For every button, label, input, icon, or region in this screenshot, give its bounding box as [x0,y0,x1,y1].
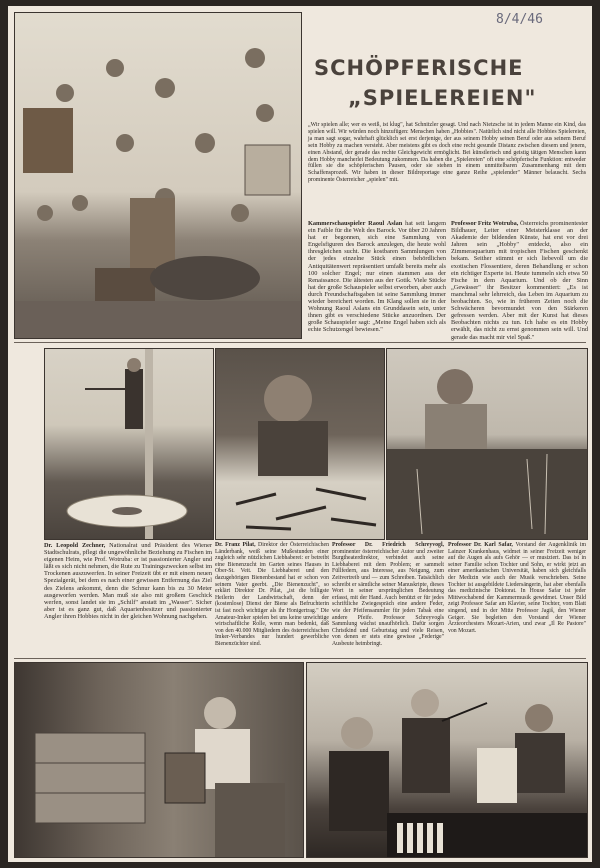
photo-pilat-beekeeping [14,662,304,858]
divider-bottom [14,658,586,659]
wotruba-text: Österreichs prominentester Bildhauer, Leiter einer Meisterklasse an der Akademie der bildenden Künste, hat erst vor drei Jahren sein „Hobby" entdeckt, also ein Zimmeraquarium mit tropischen Fischen geschenkt bekam. Seither stimmt er sich liebevoll um die exotischen Flossentiere, deren Behandlung er schon ein richtiger Experte ist. Heute tummeln sich etwa 50 Fische in dem Aquarium. Und ob der Sinn „Gewässer" ihr Besitzer kommentiert: „Es ist manchmal sehr lehrreich, das Leben im Aquarium zu beobachten. So, wie in früheren Zeiten noch die Schwächeren bevormundet von den Stärkeren gefressen werden. Aber mit der Kunst hat dieses Beobachten nichts zu tun. Ich habe es ein Hobby erwählt, das nicht zu ernst genommen sein will. Und gerade das macht mir viel Spaß." [451,220,588,341]
zechner-name: Dr. Leopold Zechner, [44,542,110,549]
divider-top [14,342,586,343]
pilat-caption [215,542,329,656]
wotruba-caption [451,220,588,341]
safar-text: Vorstand der Augenklinik im Lainzer Krankenhaus, widmet in seiner Freizeit weniger auf die Augen als aufs Gehör — er musiziert. Das ist in seiner Familie schon Tochter und Sohn, er wirkt jetzt an einer amerikanischen Universität, haben sich gleichfalls der Medizin wie auch der Musik verschrieben. Seine Tochter ist ausgebildete Liedersängerin, hat aber ebenfalls das medizinische Doktorat. In House Safar ist jeder Mittwochabend der Kammermusik gewidmet. Unser Bild zeigt Professor Safar am Klavier, seine Tochter, vom Blatt singend, und in der Mitte Professor Jagiš, den Wiener Geiger. Sie begleiten den Vorstand der Wiener Ärzteorchesters Mozart-Arien, und zwar „Il Re Pastore" von Mozart. [448,542,586,634]
schreyvogl-text: prominenter österreichischer Autor und zweiter Burgtheaterdirektor, verbindet auch seine Liebhaberei mit dem Problem; er sammelt Füllfedern, aus Interesse, aus Neigung, zum Zeitvertreib und — zum Schreiben. Tatsächlich schreibt er sämtliche seiner Manuskripte, dieses Wort in seiner ursprünglichen Bedeutung erfasst, mit der Hand. Auch benützt er für jedes schriftliche Zwiegespräch eine andere Feder, wie der Pfeifensammler für jeden Tabak eine andere Pfeife. Professor Schreyvogls Sammlung wächst unaufhörlich. Dafür sorgen Christkind und Geburtstag und viele Reisen, von denen er stets eine gewisse „Federige" Ausbeute heimbringt. [332,548,444,647]
aquarium-illustration [387,349,587,539]
intro-text: „Wir spielen alle; wer es weiß, ist klug", hat Schnitzler gesagt. Und nach Nietzsche ist in jedem Manne ein Kind, das spielen will. Wir würden noch hinzufügen: Menschen haben „Hobbies". Natürlich sind nicht alle Hobbies Spielereien, ja man sagt sogar, wahrhaft glücklich sei erst derjenige, der aus seinem Hobby seinen Beruf oder aus seinem Beruf sein Hobby zu machen versteht. Aber meistens gibt es doch eine recht gesunde Distanz zwischen diesem und jenem, einen Abstand, der gerade das rechte Gleichgewicht ermöglicht. Bei künstlerisch und geistig tätigen Menschen kann dem Hobby mancherlei Bedeutung zukommen. Da haben die „Spielereien" oft eine schöpferische Funktion: entweder füllen sie die schöpferischen Pausen, oder sie stehen in einem unmittelbaren Zusammenhang mit dem Schaffensprozeß. Wir haben in dieser Bildreportage eine ganze Reihe „spielender" Männer belauscht. Sechs prominente Österreicher „spielen" mit. [308,122,586,184]
photo-safar-music [306,662,588,858]
magazine-page [8,6,592,862]
wotruba-name: Professor Fritz Wotruba, [451,220,520,227]
chamber-music-illustration [307,663,587,857]
headline-line2: „SPIELEREIEN" [348,86,537,110]
pilat-name: Dr. Franz Pilat, [215,542,259,548]
aslan-name: Kammerschauspieler Raoul Aslan [308,220,406,227]
headline-line1: SCHÖPFERISCHE [314,56,524,80]
beehives-illustration [15,663,303,857]
schreyvogl-name: Professor Dr. Friedrich Schreyvogl, [332,542,444,548]
angler-illustration [45,349,213,539]
safar-caption [448,542,586,656]
aslan-text: hat seit langem ein Faible für die Welt des Barock. Vor über 20 Jahren hat er begonnen, sich eine Sammlung von Engelsfiguren des Barock anzulegen, die heute wohl ihresgleichen sucht. Die kostbaren Sammlungen von der jedes einzelne Stück einen behördlichen Antiquitätenwert repräsentiert umfaßt bereits mehr als 100 solcher Engel; nur einen stammen aus der Renaissance. Die ältesten aus der Gotik. Viele Stücke hat der große Schauspieler selbst erworben, aber auch durch Freundschaftsgaben ist seine Sammlung immer wieder bereichert worden. Im Klang sollen sie in der Wohnung Raoul Aslans ein Grunddasein sein, unter ihnen gibt es verschiedene Stücke anzuordnen. Der große Schauspieler sagt: „Meine Engel haben sich als echte Schutzengel bewiesen." [308,220,446,334]
pilat-text: Direktor der Österreichischen Länderbank, weiß seine Mußestunden einer zugleich sehr nützlichen Liebhaberei: er betreibt eine Bienenzucht im Garten seines Hauses in Ober-St. Veit. Die Liebhaberei und den dazugehörigen Bienenbestand hat er schon von seinem Vater geerbt. „Die Bienenzucht", so erklärt Direktor Dr. Pilat, „ist die billigste Heilerin der Landwirtschaft, denn der (kostenlose) Dienst der Biene als Befruchterin ist fast noch wichtiger als ihr Honigertrag." Die Amateur-Imker spielen bei uns keine unwichtige wirtschaftliche Rolle, wenn man bedenkt, daß von den 40.000 Mitgliedern des österreichischen Imker-Verbandes nur hundert gewerbliche Bienenzüchter sind. [215,542,329,647]
photo-zechner-angling [44,348,214,540]
photo-wotruba-aquarium [386,348,588,540]
aslan-caption [308,220,446,336]
pen-collection-illustration [216,349,384,539]
schreyvogl-caption [332,542,444,656]
angel-figures-illustration [15,13,301,338]
zechner-caption [44,542,212,656]
photo-aslan-angels [14,12,302,339]
safar-name: Professor Dr. Karl Safar, [448,542,516,548]
handwritten-note: 8/4/46 [496,12,543,27]
photo-schreyvogl-pens [215,348,385,540]
zechner-text: Nationalrat und Präsident des Wiener Stadtschulrats, pflegt die ungewöhnliche Beziehung zu Fischen im eigenen Heim, wie Prof. Wotruba: er ist passionierter Angler und läßt es sich nicht nehmen, die Rute zu Trainingszwecken selbst im Trockenen auszuwerfen. In seiner Freizeit übt er mit einem neuen Spezialgerät, bei dem es nach einer gewissen Entfernung das Ziel des Zielens ankommt, denn die Schnur kann bis zu 30 Meter ausgeworfen werden. Man muß sie also mit großem Geschick werfen, sonst landet sie im „Schilf" anstatt im „Wasser". Sicher aber ist es ganz gut, daß Aquarienbesitzer und passionierter Angler ihren Hobbies nicht in der gleichen Wohnung nachgehen. [44,542,212,620]
